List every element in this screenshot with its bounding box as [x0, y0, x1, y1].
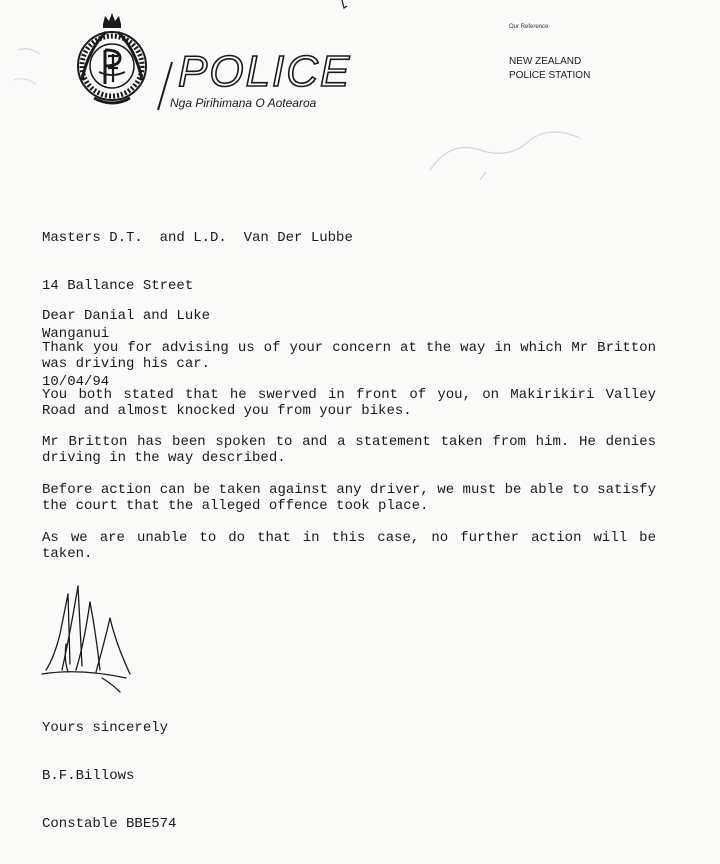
salutation: Dear Danial and Luke — [42, 308, 211, 324]
letter-date: 10/04/94 — [42, 374, 110, 390]
station-country: NEW ZEALAND — [509, 56, 582, 67]
paragraph-4: Before action can be taken against any driver, we must be able to satisfy the court that the alleged offence took place. — [42, 482, 656, 514]
nz-police-crest-icon — [72, 10, 152, 110]
paragraph-5: As we are unable to do that in this case, no further action will be taken. — [42, 530, 656, 562]
paragraph-3: Mr Britton has been spoken to and a statement taken from him. He denies driving in the way described. — [42, 434, 656, 466]
station-name: POLICE STATION — [509, 70, 591, 81]
top-tick-mark — [338, 0, 350, 12]
handwritten-signature — [40, 574, 150, 706]
scan-smudge — [420, 110, 600, 190]
recipient-name: Masters D.T. and L.D. Van Der Lubbe — [42, 230, 353, 246]
closing-block — [42, 688, 176, 864]
our-reference-label: Our Reference — [509, 24, 549, 30]
signer-name: B.F.Billows — [42, 768, 135, 784]
signer-title: Constable BBE574 — [42, 816, 177, 832]
closing-phrase: Yours sincerely — [42, 720, 169, 736]
station-block — [509, 55, 590, 83]
police-wordmark: POLICE — [178, 47, 352, 96]
recipient-street: 14 Ballance Street — [42, 278, 194, 294]
paragraph-2: You both stated that he swerved in front of you, on Makirikiri Valley Road and almost knocked you from your bikes. — [42, 387, 656, 419]
police-subtitle: Nga Pirihimana O Aotearoa — [170, 96, 317, 110]
paragraph-1: Thank you for advising us of your concern at the way in which Mr Britton was driving his car. — [42, 340, 656, 372]
left-margin-marks — [10, 40, 50, 100]
recipient-town: Wanganui — [42, 326, 110, 342]
